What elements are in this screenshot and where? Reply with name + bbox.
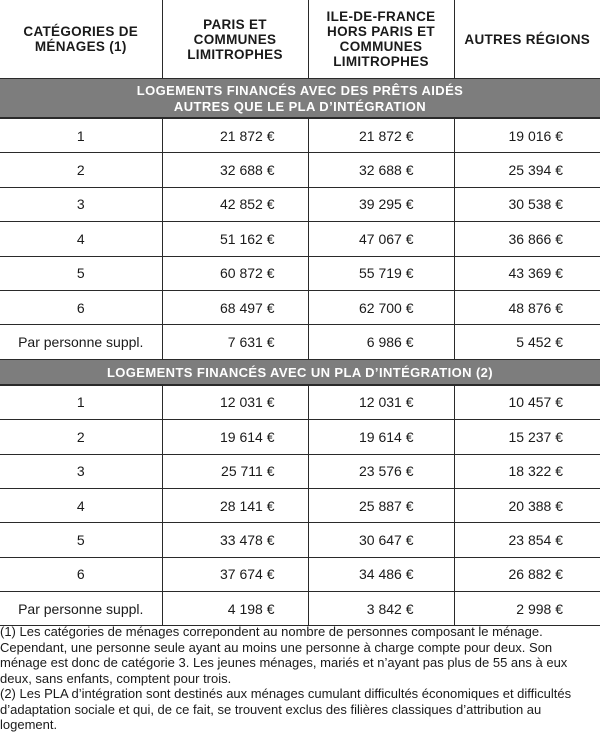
cell-idf: 25 887 €: [308, 488, 454, 522]
cell-autres: 18 322 €: [454, 454, 600, 488]
section-header-pla-integration: [0, 359, 600, 385]
cell-paris: 51 162 €: [162, 222, 308, 256]
cell-autres: 43 369 €: [454, 256, 600, 290]
cell-idf: 32 688 €: [308, 153, 454, 187]
cell-paris: 28 141 €: [162, 488, 308, 522]
section-title-line2: AUTRES QUE LE PLA D’INTÉGRATION: [173, 99, 427, 114]
cell-idf: 19 614 €: [308, 420, 454, 454]
table-row: [0, 187, 600, 221]
cell-paris: 21 872 €: [162, 118, 308, 153]
table-row: [0, 592, 600, 626]
cell-category: 1: [0, 385, 162, 420]
cell-category: 6: [0, 290, 162, 324]
header-idf: ILE-DE-FRANCE HORS PARIS ET COMMUNES LIMITROPHES: [308, 0, 454, 79]
cell-idf: 3 842 €: [308, 592, 454, 626]
cell-paris: 32 688 €: [162, 153, 308, 187]
cell-paris: 19 614 €: [162, 420, 308, 454]
cell-paris: 7 631 €: [162, 325, 308, 359]
table-row: [0, 385, 600, 420]
cell-autres: 23 854 €: [454, 523, 600, 557]
cell-category: 6: [0, 557, 162, 591]
cell-category: Par personne suppl.: [0, 325, 162, 359]
cell-paris: 4 198 €: [162, 592, 308, 626]
cell-idf: 34 486 €: [308, 557, 454, 591]
cell-category: 3: [0, 454, 162, 488]
footnote-1: (1) Les catégories de ménages correpondent au nombre de personnes composant le ménage. Cependant, une personne seule ayant au moins une personne à charge compte pour deux. Son ménage est donc de catégorie 3. Les jeunes ménages, mariés et n’ayant pas plus de 55 ans à eux deux, sans enfants, comptent pour trois.: [0, 624, 568, 686]
cell-category: 5: [0, 523, 162, 557]
cell-autres: 5 452 €: [454, 325, 600, 359]
header-autres-regions: AUTRES RÉGIONS: [454, 0, 600, 79]
table-row: [0, 557, 600, 591]
table-row: [0, 222, 600, 256]
cell-category: Par personne suppl.: [0, 592, 162, 626]
cell-idf: 6 986 €: [308, 325, 454, 359]
cell-autres: 48 876 €: [454, 290, 600, 324]
table-row: [0, 420, 600, 454]
cell-idf: 47 067 €: [308, 222, 454, 256]
cell-autres: 30 538 €: [454, 187, 600, 221]
cell-paris: 37 674 €: [162, 557, 308, 591]
header-categories: CATÉGORIES DE MÉNAGES (1): [0, 0, 162, 79]
cell-paris: 25 711 €: [162, 454, 308, 488]
table-row: [0, 290, 600, 324]
cell-idf: 12 031 €: [308, 385, 454, 420]
cell-autres: 10 457 €: [454, 385, 600, 420]
header-paris: PARIS ET COMMUNES LIMITROPHES: [162, 0, 308, 79]
table-row: [0, 488, 600, 522]
table-row: [0, 325, 600, 359]
table-row: [0, 256, 600, 290]
header-row: [0, 0, 600, 79]
cell-category: 1: [0, 118, 162, 153]
cell-category: 2: [0, 153, 162, 187]
table-row: [0, 118, 600, 153]
cell-autres: 36 866 €: [454, 222, 600, 256]
cell-category: 4: [0, 488, 162, 522]
cell-paris: 42 852 €: [162, 187, 308, 221]
cell-paris: 60 872 €: [162, 256, 308, 290]
cell-idf: 55 719 €: [308, 256, 454, 290]
cell-autres: 15 237 €: [454, 420, 600, 454]
cell-category: 3: [0, 187, 162, 221]
footnote-2: (2) Les PLA d’intégration sont destinés aux ménages cumulant difficultés économiques et difficultés d’adaptation sociale et qui, de ce fait, se trouvent exclus des filières classiques d’attribution au logement.: [0, 686, 572, 732]
cell-paris: 33 478 €: [162, 523, 308, 557]
cell-idf: 62 700 €: [308, 290, 454, 324]
cell-autres: 19 016 €: [454, 118, 600, 153]
cell-autres: 2 998 €: [454, 592, 600, 626]
cell-idf: 39 295 €: [308, 187, 454, 221]
cell-paris: 68 497 €: [162, 290, 308, 324]
cell-idf: 30 647 €: [308, 523, 454, 557]
table-row: [0, 153, 600, 187]
cell-autres: 20 388 €: [454, 488, 600, 522]
cell-paris: 12 031 €: [162, 385, 308, 420]
cell-autres: 26 882 €: [454, 557, 600, 591]
cell-category: 5: [0, 256, 162, 290]
table-row: [0, 454, 600, 488]
cell-autres: 25 394 €: [454, 153, 600, 187]
section-title-line1: LOGEMENTS FINANCÉS AVEC DES PRÊTS AIDÉS: [136, 83, 464, 98]
cell-category: 4: [0, 222, 162, 256]
cell-idf: 21 872 €: [308, 118, 454, 153]
cell-idf: 23 576 €: [308, 454, 454, 488]
cell-category: 2: [0, 420, 162, 454]
section-header-prets-aides: [0, 79, 600, 119]
section-title: LOGEMENTS FINANCÉS AVEC UN PLA D’INTÉGRATION (2): [0, 359, 600, 385]
table-row: [0, 523, 600, 557]
footnotes: [0, 624, 598, 733]
